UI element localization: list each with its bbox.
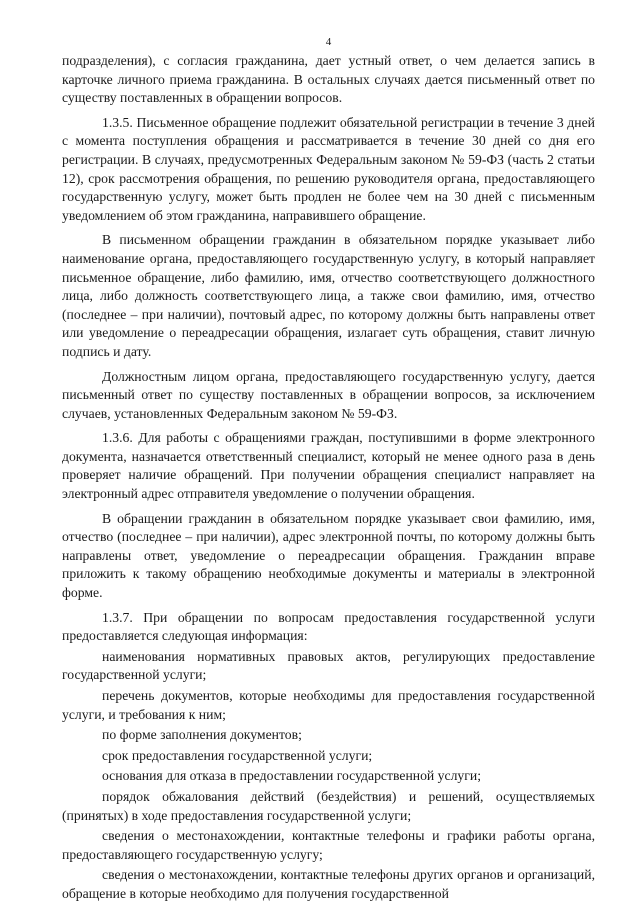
paragraph-1-3-5: 1.3.5. Письменное обращение подлежит обязательной регистрации в течение 3 дней с момента поступления обращения и рассматривается в течение 30 дней со дня его регистрации. В случаях, предусмотренных Федеральным законом № 59-ФЗ (часть 2 статьи 12), срок рассмотрения обращения, по решению руководителя органа, предоставляющего государственную услугу, может быть продлен не более чем на 30 дней с письменным уведомлением об этом гражданина, направившего обращение.: [62, 114, 595, 223]
paragraph-written-answer: Должностным лицом органа, предоставляющего государственную услугу, дается письменный ответ по существу поставленных в обращении вопросов, за исключением случаев, установленных Федеральным законом № 59-ФЗ.: [62, 368, 595, 421]
page-number: 4: [325, 36, 332, 48]
list-item-refusal-grounds: основания для отказа в предоставлении государственной услуги;: [102, 768, 482, 784]
paragraph-electronic-appeal-requirements: В обращении гражданин в обязательном порядке указывает свои фамилию, имя, отчество (последнее – при наличии), адрес электронной почты, по которому должны быть направлены ответ, уведомление о переадресации обращения. Гражданин вправе приложить к такому обращению необходимые документы и материалы в электронной форме.: [62, 510, 595, 601]
list-item-document-list: перечень документов, которые необходимы для предоставления государственной услуги, и требования к ним;: [62, 688, 595, 722]
document-page: [62, 36, 595, 906]
paragraph-1-3-7: 1.3.7. При обращении по вопросам предоставления государственной услуги предоставляется следующая информация:: [62, 609, 595, 644]
list-item-service-term: срок предоставления государственной услуги;: [102, 747, 373, 763]
list-item-normative-acts: наименования нормативных правовых актов, регулирующих предоставление государственной услуги;: [62, 648, 595, 683]
list-item-appeal-procedure: порядок обжалования действий (бездействия) и решений, осуществляемых (принятых) в ходе предоставления государственной услуги;: [62, 788, 595, 823]
paragraph-1-3-6: 1.3.6. Для работы с обращениями граждан, поступившими в форме электронного документа, назначается ответственный специалист, который не менее одного раза в день проверяет наличие обращений. При получении обращения специалист направляет на электронный адрес отправителя уведомление о получении обращения.: [62, 430, 595, 502]
paragraph-continuation: подразделения), с согласия гражданина, дает устный ответ, о чем делается запись в карточке личного приема гражданина. В остальных случаях дается письменный ответ по существу поставленных в обращении вопросов.: [62, 53, 595, 106]
paragraph-written-appeal-requirements: В письменном обращении гражданин в обязательном порядке указывает либо наименование органа, предоставляющего государственную услугу, в который направляет письменное обращение, либо фамилию, имя, отчество соответствующего должностного лица, либо должность соответствующего лица, а также свои фамилию, имя, отчество (последнее – при наличии), почтовый адрес, по которому должны быть направлены ответ или уведомление о переадресации обращения, излагает суть обращения, ставит личную подпись и дату.: [62, 232, 595, 359]
list-item-other-organizations: сведения о местонахождении, контактные телефоны других органов и организаций, обращение в которые необходимо для получения государственной: [62, 867, 595, 901]
list-item-office-location: сведения о местонахождении, контактные телефоны и графики работы органа, предоставляющего государственную услугу;: [62, 828, 595, 862]
list-item-form-filling: по форме заполнения документов;: [102, 727, 302, 743]
